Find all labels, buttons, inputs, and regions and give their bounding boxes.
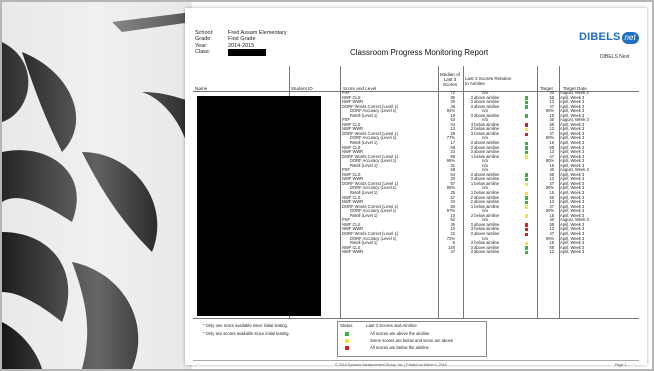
target-score: 90%: [545, 108, 554, 114]
target-date: April, Week 3: [560, 99, 585, 105]
yellow-status-indicator: [525, 242, 528, 245]
target-date: April, Week 3: [560, 194, 585, 200]
score-measure: Retell (Level 1): [350, 240, 378, 246]
median-score: 64: [450, 171, 455, 177]
median-score: 96%: [446, 158, 455, 164]
median-score: 47: [450, 249, 455, 255]
red-status-indicator: [525, 228, 528, 231]
median-score: 57: [450, 194, 455, 200]
aimline-relation: 3 above aimline: [470, 112, 500, 118]
aimline-relation: n/a: [482, 208, 488, 214]
median-score: 17: [450, 140, 455, 146]
col-target-date: Target Date: [563, 86, 587, 91]
score-measure: NWF CLS: [342, 194, 361, 200]
score-measure: NWF WWR: [342, 199, 364, 205]
aimline-relation: 3 above aimline: [470, 176, 500, 182]
score-measure: NWF CLS: [342, 171, 361, 177]
yellow-status-indicator: [525, 214, 528, 217]
target-score: 58: [549, 221, 554, 227]
target-score: 90%: [545, 158, 554, 164]
median-score: 25: [450, 190, 455, 196]
target-score: 47: [549, 103, 554, 109]
green-status-indicator: [525, 201, 528, 204]
target-date: April, Week 3: [560, 244, 585, 250]
median-score: 72%: [446, 235, 455, 241]
legend-item-text: Some scores are below and some are above: [370, 338, 454, 343]
dibels-net-logo: [579, 27, 639, 47]
yellow-status-indicator: [525, 205, 528, 208]
target-score: 13: [549, 176, 554, 182]
target-date: August, Week 3: [560, 217, 589, 223]
score-measure: DORF Words Correct (Level 1): [342, 103, 399, 109]
median-score: 95%: [446, 185, 455, 191]
target-date: April, Week 3: [560, 144, 585, 150]
median-score: 28: [450, 130, 455, 136]
aimline-relation: 2 above aimline: [470, 199, 500, 205]
legend-item-yellow: [370, 338, 453, 343]
legend-item-red: [370, 345, 429, 350]
target-score: 40: [549, 167, 554, 173]
target-date: April, Week 3: [560, 208, 585, 214]
aimline-relation: n/a: [482, 90, 488, 95]
aimline-relation: n/a: [482, 217, 488, 223]
aimline-relation: 3 above aimline: [470, 94, 500, 100]
col-name: Name: [195, 86, 208, 91]
footer-page-number: Page 1: [615, 363, 627, 367]
score-measure: DORF Words Correct (Level 1): [342, 203, 399, 209]
target-date: April, Week 3: [560, 190, 585, 196]
median-score: 62: [450, 217, 455, 223]
median-score: 63: [450, 117, 455, 123]
aimline-relation: 3 above aimline: [470, 144, 500, 150]
target-score: 15: [549, 190, 554, 196]
target-date: April, Week 3: [560, 158, 585, 164]
score-measure: DORF Words Correct (Level 1): [342, 230, 399, 236]
target-date: April, Week 3: [560, 199, 585, 205]
score-measure: PSF: [342, 167, 350, 173]
median-score: 77%: [446, 135, 455, 141]
col-median: Median of Last 3 Scores: [439, 72, 461, 87]
aimline-relation: n/a: [482, 158, 488, 164]
score-measure: DORF Accuracy (Level 1): [350, 135, 397, 141]
median-score: 30: [450, 99, 455, 105]
target-score: 47: [549, 153, 554, 159]
target-score: 15: [549, 140, 554, 146]
median-score: 57: [450, 180, 455, 186]
median-score: 10: [450, 212, 455, 218]
median-score: 97%: [446, 208, 455, 214]
target-score: 58: [549, 121, 554, 127]
median-score: 72: [450, 90, 455, 95]
checkered-flag-art: [2, 2, 192, 369]
class-label: Class:: [195, 49, 211, 56]
target-score: 47: [549, 203, 554, 209]
aimline-relation: 2 below aimline: [470, 240, 500, 246]
aimline-relation: n/a: [482, 185, 488, 191]
red-status-indicator: [525, 233, 528, 236]
report-title: Classroom Progress Monitoring Report: [350, 48, 489, 57]
target-date: April, Week 3: [560, 226, 585, 232]
aimline-relation: 3 above aimline: [470, 149, 500, 155]
green-status-indicator: [525, 96, 528, 99]
green-status-indicator: [525, 142, 528, 145]
aimline-relation: 3 above aimline: [470, 171, 500, 177]
target-score: 58: [549, 194, 554, 200]
target-score: 58: [549, 94, 554, 100]
year-label: Year:: [195, 42, 208, 49]
col-score-level: Score and Level: [343, 86, 377, 91]
legend-status-header: Status: [340, 323, 353, 328]
green-status-indicator: [525, 146, 528, 149]
score-measure: NWF WWR: [342, 126, 364, 132]
target-date: April, Week 3: [560, 126, 585, 132]
table-row: [342, 250, 642, 255]
target-date: April, Week 3: [560, 221, 585, 227]
legend: [337, 321, 487, 357]
score-measure: NWF WWR: [342, 226, 364, 232]
school-value: Fred Assam Elementary: [228, 30, 287, 36]
target-date: August, Week 3: [560, 117, 589, 123]
target-score: 58: [549, 244, 554, 250]
score-measure: Retell (Level 1): [350, 162, 378, 168]
yellow-status-swatch: [345, 339, 349, 343]
green-status-indicator: [525, 173, 528, 176]
score-measure: NWF CLS: [342, 144, 361, 150]
target-score: 15: [549, 162, 554, 168]
median-score: 44: [450, 121, 455, 127]
red-status-indicator: [525, 133, 528, 136]
aimline-relation: 3 above aimline: [470, 221, 500, 227]
aimline-relation: 2 above aimline: [470, 194, 500, 200]
target-date: April, Week 3: [560, 230, 585, 236]
year-value: 2014-2015: [228, 42, 255, 49]
aimline-relation: 3 below aimline: [470, 121, 500, 127]
median-score: 22: [450, 230, 455, 236]
aimline-relation: 3 above aimline: [470, 244, 500, 250]
target-score: 13: [549, 99, 554, 105]
green-status-indicator: [525, 114, 528, 117]
aimline-relation: n/a: [482, 162, 488, 168]
footer-rule: [193, 360, 639, 361]
legend-title: Last 3 Scores and Aimline: [366, 323, 417, 328]
score-measure: DORF Words Correct (Level 1): [342, 180, 399, 186]
target-date: April, Week 3: [560, 153, 585, 159]
median-score: 68: [450, 167, 455, 173]
aimline-relation: 1 below aimline: [470, 190, 500, 196]
target-score: 90%: [545, 185, 554, 191]
target-date: April, Week 3: [560, 112, 585, 118]
target-date: April, Week 3: [560, 171, 585, 177]
legend-item-text: All scores are above the aimline: [370, 331, 430, 336]
grade-value: First Grade: [228, 36, 256, 43]
target-date: April, Week 3: [560, 149, 585, 155]
median-score: 50: [450, 203, 455, 209]
green-status-indicator: [525, 196, 528, 199]
median-score: 6: [452, 240, 455, 246]
green-status-swatch: [345, 332, 349, 336]
note-one-score: * Only one score available since initial testing.: [203, 323, 288, 328]
median-score: 23: [450, 149, 455, 155]
aimline-relation: 3 above aimline: [470, 230, 500, 236]
median-score: 20: [450, 176, 455, 182]
table-bottom-rule: [193, 318, 639, 319]
median-score: 13: [450, 126, 455, 132]
score-measure: DORF Words Correct (Level 1): [342, 153, 399, 159]
yellow-status-indicator: [525, 128, 528, 131]
yellow-status-indicator: [525, 155, 528, 158]
header-values: [228, 30, 287, 49]
target-score: 15: [549, 240, 554, 246]
aimline-relation: 3 above aimline: [470, 99, 500, 105]
col-student-id: Student ID: [291, 86, 313, 91]
target-date: April, Week 3: [560, 212, 585, 218]
target-score: 58: [549, 171, 554, 177]
score-measure: Retell (Level 1): [350, 190, 378, 196]
logo-net-badge: net: [622, 32, 639, 44]
school-label: School:: [195, 30, 214, 36]
aimline-relation: 3 above aimline: [470, 249, 500, 255]
legend-item-text: All scores are below the aimline: [370, 345, 429, 350]
median-score: 45: [450, 221, 455, 227]
median-score: 10: [450, 226, 455, 232]
median-score: 140: [448, 244, 455, 250]
target-score: 40: [549, 217, 554, 223]
red-status-indicator: [525, 123, 528, 126]
legend-item-green: [370, 331, 429, 336]
aimline-relation: 3 above aimline: [470, 140, 500, 146]
target-score: 13: [549, 226, 554, 232]
green-status-indicator: [525, 105, 528, 108]
score-measure: DORF Accuracy (Level 1): [350, 158, 397, 164]
aimline-relation: 2 below aimline: [470, 212, 500, 218]
aimline-relation: n/a: [482, 167, 488, 173]
score-measure: PSF: [342, 117, 350, 123]
target-date: April, Week 3: [560, 240, 585, 246]
score-measure: NWF CLS: [342, 244, 361, 250]
col-relation: Last 3 Scores Relation to Aimline: [465, 76, 512, 86]
aimline-relation: 3 below aimline: [470, 130, 500, 136]
median-score: 58: [450, 153, 455, 159]
score-measure: DORF Accuracy (Level 1): [350, 208, 397, 214]
median-score: 19: [450, 112, 455, 118]
median-score: 68: [450, 144, 455, 150]
target-date: April, Week 3: [560, 108, 585, 114]
aimline-relation: n/a: [482, 135, 488, 141]
target-date: August, Week 3: [560, 167, 589, 173]
target-date: April, Week 3: [560, 130, 585, 136]
target-score: 58: [549, 144, 554, 150]
aimline-relation: 3 below aimline: [470, 226, 500, 232]
target-score: 47: [549, 230, 554, 236]
footer-copyright: © 2015 Dynamic Measurement Group, Inc. | Printed on March 4, 2015: [335, 363, 447, 367]
score-measure: Retell (Level 1): [350, 140, 378, 146]
aimline-relation: n/a: [482, 117, 488, 123]
score-measure: DORF Accuracy (Level 1): [350, 185, 397, 191]
green-status-indicator: [525, 251, 528, 254]
target-date: April, Week 3: [560, 185, 585, 191]
green-status-indicator: [525, 246, 528, 249]
green-status-indicator: [525, 178, 528, 181]
class-redaction: [228, 49, 266, 56]
target-date: April, Week 3: [560, 176, 585, 182]
target-score: 13: [549, 249, 554, 255]
target-date: April, Week 3: [560, 121, 585, 127]
target-date: April, Week 3: [560, 140, 585, 146]
report-page: [185, 8, 647, 365]
names-redaction: [197, 96, 321, 316]
target-score: 90%: [545, 208, 554, 214]
logo-subtitle: DIBELS Next: [600, 54, 630, 60]
green-status-indicator: [525, 101, 528, 104]
aimline-relation: 1 below aimline: [470, 180, 500, 186]
aimline-relation: 2 below aimline: [470, 126, 500, 132]
target-date: April, Week 3: [560, 135, 585, 141]
target-score: 15: [549, 112, 554, 118]
red-status-indicator: [525, 223, 528, 226]
score-measure: NWF CLS: [342, 221, 361, 227]
target-date: April, Week 3: [560, 94, 585, 100]
median-score: 48: [450, 103, 455, 109]
score-measure: DORF Words Correct (Level 1): [342, 130, 399, 136]
grade-label: Grade:: [195, 36, 212, 43]
red-status-swatch: [345, 346, 349, 350]
target-date: April, Week 3: [560, 180, 585, 186]
col-target: Target: [540, 86, 553, 91]
score-measure: NWF WWR: [342, 99, 364, 105]
yellow-status-indicator: [525, 183, 528, 186]
target-score: 13: [549, 126, 554, 132]
target-score: 40: [549, 90, 554, 95]
score-measure: NWF WWR: [342, 249, 364, 255]
target-score: 13: [549, 199, 554, 205]
target-date: April, Week 3: [560, 103, 585, 109]
target-date: August, Week 2: [560, 90, 589, 95]
score-measure: PSF: [342, 217, 350, 223]
score-measure: Retell (Level 1): [350, 212, 378, 218]
target-score: 15: [549, 212, 554, 218]
aimline-relation: 1 below aimline: [470, 153, 500, 159]
median-score: 95: [450, 94, 455, 100]
header-labels: [195, 30, 213, 56]
note-two-scores: * Only two scores available since initial testing.: [203, 331, 290, 336]
target-date: April, Week 3: [560, 249, 585, 255]
score-measure: NWF WWR: [342, 149, 364, 155]
target-score: 90%: [545, 135, 554, 141]
score-measure: DORF Accuracy (Level 1): [350, 235, 397, 241]
logo-text: DIBELS: [579, 31, 621, 43]
yellow-status-indicator: [525, 192, 528, 195]
green-status-indicator: [525, 151, 528, 154]
score-measure: PSF: [342, 90, 350, 95]
aimline-relation: 3 above aimline: [470, 103, 500, 109]
target-date: April, Week 3: [560, 162, 585, 168]
aimline-relation: n/a: [482, 108, 488, 114]
grid-line: [340, 66, 341, 318]
target-date: April, Week 3: [560, 203, 585, 209]
target-score: 47: [549, 180, 554, 186]
median-score: 31: [450, 162, 455, 168]
target-score: 90%: [545, 235, 554, 241]
aimline-relation: n/a: [482, 235, 488, 241]
aimline-relation: 1 below aimline: [470, 203, 500, 209]
target-score: 40: [549, 117, 554, 123]
target-score: 47: [549, 130, 554, 136]
score-measure: Retell (Level 1): [350, 112, 378, 118]
median-score: 34: [450, 199, 455, 205]
score-table: [342, 91, 642, 255]
median-score: 94%: [446, 108, 455, 114]
score-measure: NWF CLS: [342, 94, 361, 100]
score-measure: NWF WWR: [342, 176, 364, 182]
score-measure: NWF CLS: [342, 121, 361, 127]
target-score: 13: [549, 149, 554, 155]
target-date: April, Week 3: [560, 235, 585, 241]
score-measure: DORF Accuracy (Level 1): [350, 108, 397, 114]
